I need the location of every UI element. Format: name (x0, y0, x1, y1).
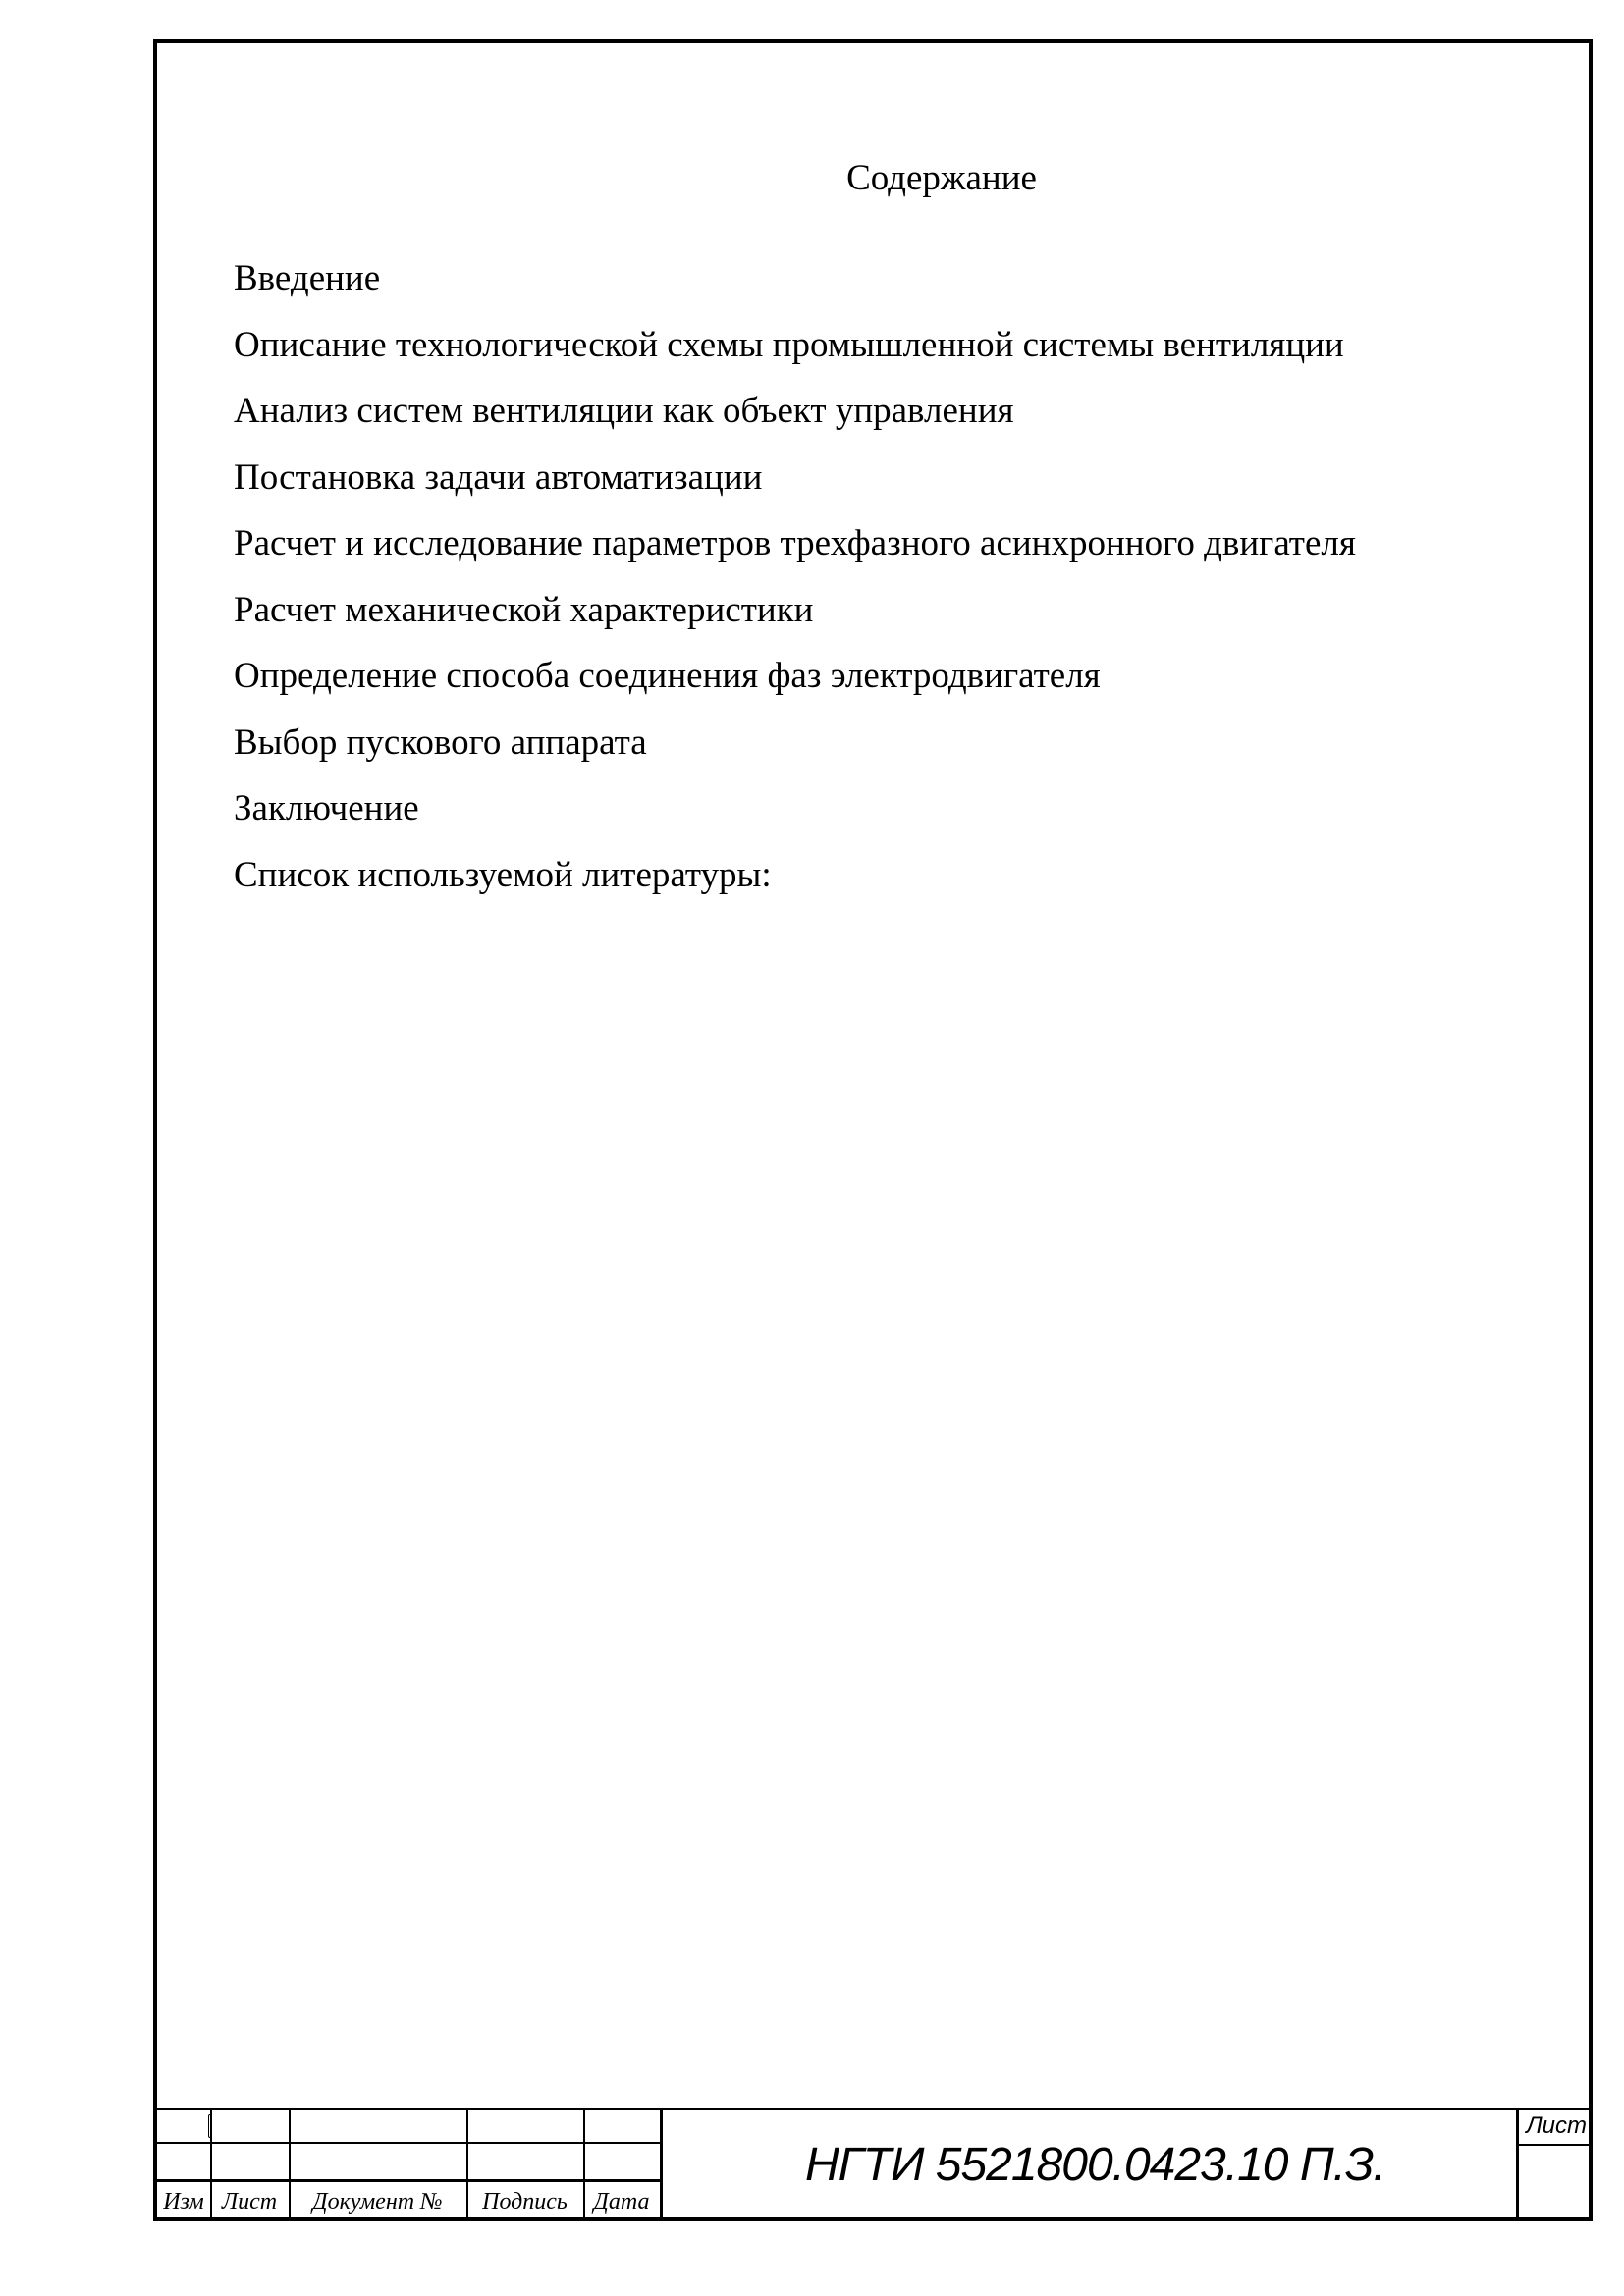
toc-item-references[interactable]: Список используемой литературы: (234, 854, 772, 895)
toc-item-conclusion[interactable]: Заключение (234, 788, 419, 828)
toc-item-automation-task[interactable]: Постановка задачи автоматизации (234, 456, 763, 498)
sheet-label: Лист (1526, 2112, 1587, 2139)
stamp-sheet-line (1516, 2144, 1593, 2146)
stamp-col-change: Изм (163, 2189, 204, 2215)
toc-item-starter-selection[interactable]: Выбор пускового аппарата (234, 721, 647, 763)
title-block (157, 2108, 1589, 2217)
table-of-contents (234, 245, 1356, 908)
stamp-col-document: Документ № (312, 2189, 443, 2215)
toc-item-mechanical-characteristic[interactable]: Расчет механической характеристики (234, 589, 814, 630)
stamp-col-sheet: Лист (221, 2189, 278, 2215)
toc-item-scheme-description[interactable]: Описание технологической схемы промышленной системы вентиляции (234, 324, 1344, 365)
toc-item-motor-parameters[interactable]: Расчет и исследование параметров трехфазного асинхронного двигателя (234, 523, 1356, 563)
page-frame (153, 39, 1593, 2221)
toc-item-phase-connection[interactable]: Определение способа соединения фаз электродвигателя (234, 656, 1101, 696)
document-code: НГТИ 5521800.0423.10 П.З. (805, 2139, 1385, 2191)
stamp-col-line (1516, 2110, 1519, 2217)
page-title: Содержание (846, 158, 1037, 198)
stamp-col-date: Дата (593, 2189, 650, 2215)
toc-item-introduction[interactable]: Введение (234, 258, 381, 298)
toc-item-ventilation-analysis[interactable]: Анализ систем вентиляции как объект управления (234, 391, 1014, 431)
text-cursor-mark (208, 2114, 212, 2138)
stamp-col-line (660, 2110, 663, 2217)
stamp-col-signature: Подпись (482, 2189, 568, 2215)
